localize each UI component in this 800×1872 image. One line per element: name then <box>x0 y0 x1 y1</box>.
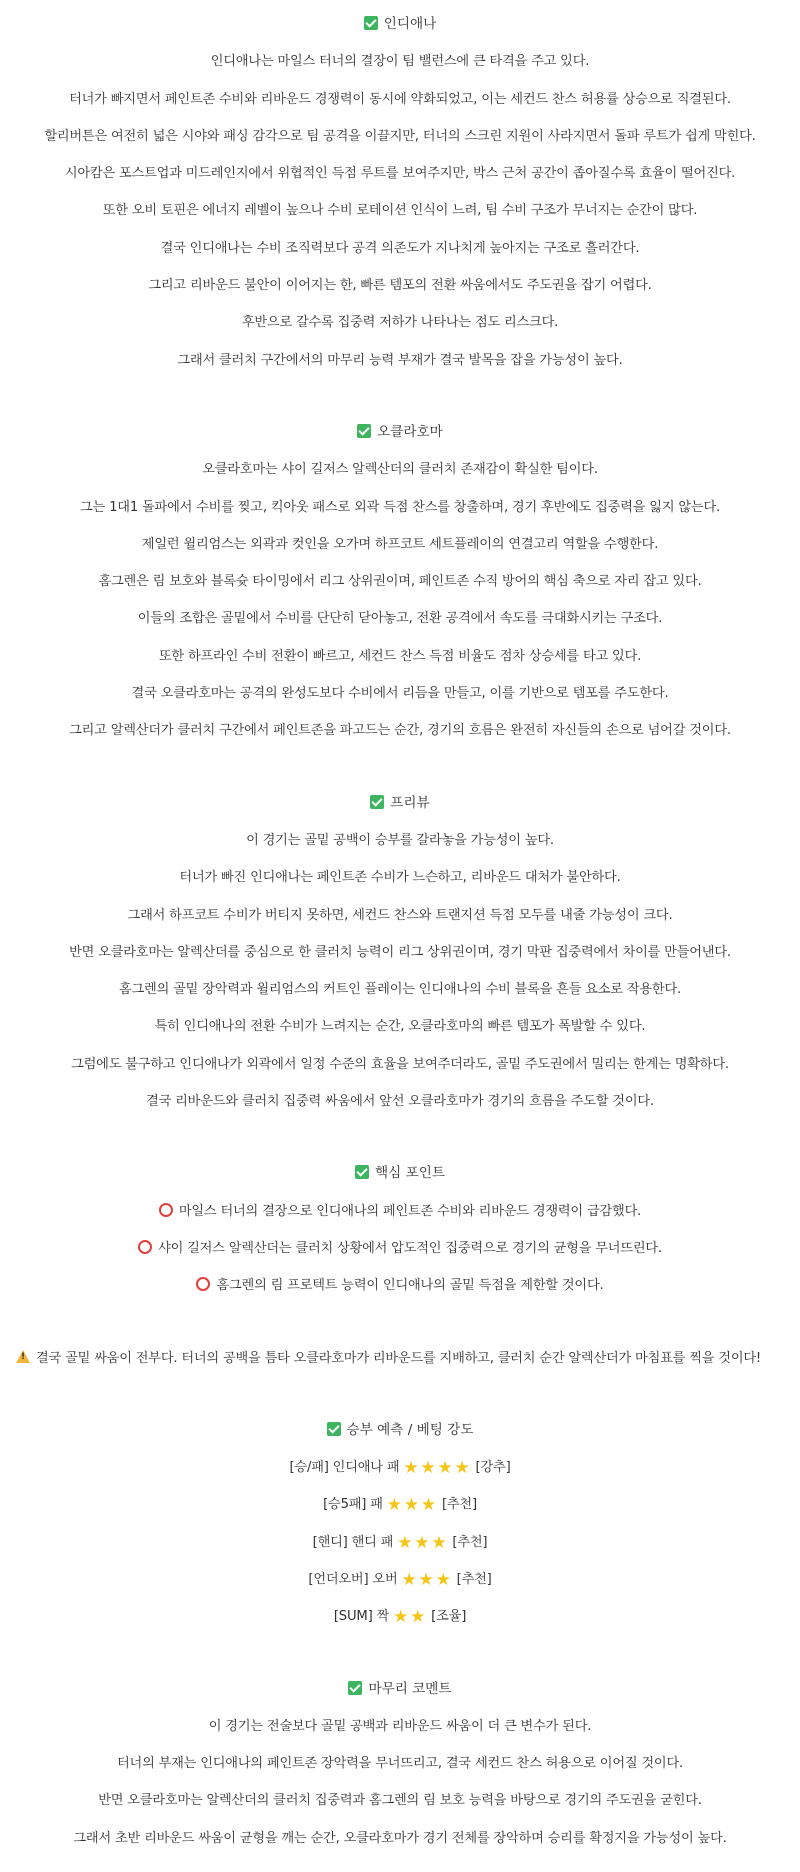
check-mark-icon <box>348 1681 362 1695</box>
section-title: 오클라호마 <box>377 423 443 440</box>
star-icon: ★ <box>403 1458 419 1479</box>
section-indiana <box>0 6 800 379</box>
section-title: 승부 예측 / 베팅 강도 <box>346 1421 474 1438</box>
paragraph-line: 그래서 초반 리바운드 싸움이 균형을 깨는 순간, 오클라호마가 경기 전체를 장악하며 승리를 확정지을 가능성이 높다. <box>73 1830 727 1846</box>
star-icon: ★ <box>414 1532 430 1553</box>
section-title: 마무리 코멘트 <box>368 1680 452 1697</box>
key-point-text: 홈그렌의 림 프로텍트 능력이 인디애나의 골밑 득점을 제한할 것이다. <box>216 1278 604 1294</box>
bet-label: [승/패] 인디애나 패 <box>289 1460 400 1476</box>
star-icon: ★ <box>397 1532 413 1553</box>
paragraph-line: 그리고 리바운드 불안이 이어지는 한, 빠른 템포의 전환 싸움에서도 주도권을 잡기 어렵다. <box>148 278 652 294</box>
section-heading <box>0 1412 800 1449</box>
bet-tag: [추천] <box>452 1534 488 1550</box>
paragraph-line: 결국 인디애나는 수비 조직력보다 공격 의존도가 지나치게 높아지는 구조로 흘러간다. <box>160 240 640 256</box>
star-rating <box>403 1458 471 1479</box>
section-heading <box>0 785 800 822</box>
section-betting <box>0 1412 800 1636</box>
key-point-item <box>0 1230 800 1267</box>
paragraph-line: 결국 리바운드와 클러치 집중력 싸움에서 앞선 오클라호마가 경기의 흐름을 주도할 것이다. <box>146 1094 654 1110</box>
star-icon: ★ <box>437 1458 453 1479</box>
bet-label: [승5패] 패 <box>323 1497 383 1513</box>
section-heading <box>0 414 800 451</box>
star-icon: ★ <box>410 1607 426 1628</box>
star-icon: ★ <box>386 1495 402 1516</box>
section-title: 프리뷰 <box>390 794 430 811</box>
paragraph-line: 특히 인디애나의 전환 수비가 느려지는 순간, 오클라호마의 빠른 템포가 폭발할 수 있다. <box>154 1019 646 1035</box>
paragraph-line: 그래서 하프코트 수비가 버티지 못하면, 세컨드 찬스와 트랜지션 득점 모두를 내줄 가능성이 크다. <box>127 907 673 923</box>
star-icon: ★ <box>454 1458 470 1479</box>
bet-row <box>0 1524 800 1561</box>
bet-tag: [조율] <box>431 1609 467 1625</box>
bet-row <box>0 1486 800 1523</box>
key-point-item <box>0 1267 800 1304</box>
paragraph-line: 터너의 부재는 인디애나의 페인트존 장악력을 무너뜨리고, 결국 세컨드 찬스 허용으로 이어질 것이다. <box>117 1756 683 1772</box>
bet-row <box>0 1561 800 1598</box>
paragraph-line: 그럼에도 불구하고 인디애나가 외곽에서 일정 수준의 효율을 보여주더라도, 골밑 주도권에서 밀리는 한계는 명확하다. <box>71 1056 729 1072</box>
section-warning <box>0 1340 800 1377</box>
star-icon: ★ <box>393 1607 409 1628</box>
section-title: 인디애나 <box>383 16 437 32</box>
warning-text: 결국 골밑 싸움이 전부다. 터너의 공백을 틈타 오클라호마가 리바운드를 지배하고, 클러치 순간 알렉산더가 마침표를 찍을 것이다! <box>36 1350 761 1366</box>
section-closing <box>0 1671 800 1857</box>
check-mark-icon <box>355 1165 369 1179</box>
check-mark-icon <box>370 795 384 809</box>
paragraph-line: 그는 1대1 돌파에서 수비를 찢고, 킥아웃 패스로 외곽 득점 찬스를 창출하며, 경기 후반에도 집중력을 잃지 않는다. <box>80 499 720 515</box>
bet-tag: [추천] <box>456 1571 492 1587</box>
star-rating <box>393 1607 427 1628</box>
red-circle-icon <box>159 1203 173 1217</box>
section-heading <box>0 6 800 43</box>
warning-icon <box>16 1350 30 1363</box>
star-rating <box>386 1495 438 1516</box>
bet-row <box>0 1449 800 1486</box>
star-icon: ★ <box>435 1569 451 1590</box>
section-heading <box>0 1155 800 1192</box>
paragraph-line: 반면 오클라호마는 알렉산더의 클러치 집중력과 홈그렌의 림 보호 능력을 바탕으로 경기의 주도권을 굳힌다. <box>98 1793 702 1809</box>
section-preview <box>0 785 800 1121</box>
paragraph-line: 그래서 클러치 구간에서의 마무리 능력 부재가 결국 발목을 잡을 가능성이 높다. <box>177 352 623 368</box>
star-icon: ★ <box>418 1569 434 1590</box>
star-icon: ★ <box>420 1495 436 1516</box>
paragraph-line: 시아캄은 포스트업과 미드레인지에서 위협적인 득점 루트를 보여주지만, 박스 근처 공간이 좁아질수록 효율이 떨어진다. <box>64 166 736 182</box>
paragraph-line: 할리버튼은 여전히 넓은 시야와 패싱 감각으로 팀 공격을 이끌지만, 터너의 스크린 지원이 사라지면서 돌파 루트가 쉽게 막힌다. <box>44 128 756 144</box>
paragraph-line: 터너가 빠지면서 페인트존 수비와 리바운드 경쟁력이 동시에 약화되었고, 이는 세컨드 찬스 허용률 상승으로 직결된다. <box>69 91 731 107</box>
paragraph-line: 그리고 알렉산더가 클러치 구간에서 페인트존을 파고드는 순간, 경기의 흐름은 완전히 자신들의 손으로 넘어갈 것이다. <box>69 723 731 739</box>
betting-list <box>0 1449 800 1635</box>
bet-label: [핸디] 핸디 패 <box>312 1534 394 1550</box>
warning-callout <box>0 1340 800 1377</box>
paragraph-line: 반면 오클라호마는 알렉산더를 중심으로 한 클러치 능력이 리그 상위권이며, 경기 막판 집중력에서 차이를 만들어낸다. <box>69 944 731 960</box>
star-rating <box>401 1569 453 1590</box>
check-mark-icon <box>357 424 371 438</box>
check-mark-icon <box>364 16 378 30</box>
paragraph-line: 터너가 빠진 인디애나는 페인트존 수비가 느슨하고, 리바운드 대처가 불안하다. <box>179 870 621 886</box>
section-key-points <box>0 1155 800 1304</box>
bet-row <box>0 1598 800 1635</box>
star-rating <box>397 1532 448 1553</box>
bet-tag: [추천] <box>441 1497 477 1513</box>
paragraph-line: 제일런 윌리엄스는 외곽과 컷인을 오가며 하프코트 세트플레이의 연결고리 역할을 수행한다. <box>141 536 659 552</box>
paragraph-line: 또한 하프라인 수비 전환이 빠르고, 세컨드 찬스 득점 비율도 점차 상승세를 타고 있다. <box>158 648 642 664</box>
check-mark-icon <box>327 1422 341 1436</box>
paragraph-line: 결국 오클라호마는 공격의 완성도보다 수비에서 리듬을 만들고, 이를 기반으로 템포를 주도한다. <box>131 686 669 702</box>
section-title: 핵심 포인트 <box>375 1165 445 1182</box>
star-icon: ★ <box>401 1569 417 1590</box>
paragraph-line: 이 경기는 골밑 공백이 승부를 갈라놓을 가능성이 높다. <box>246 832 554 848</box>
red-circle-icon <box>138 1240 152 1254</box>
key-point-text: 샤이 길저스 알렉산더는 클러치 상황에서 압도적인 집중력으로 경기의 균형을 무너뜨린다. <box>158 1240 662 1256</box>
star-icon: ★ <box>420 1458 436 1479</box>
paragraph-line: 오클라호마는 샤이 길저스 알렉산더의 클러치 존재감이 확실한 팀이다. <box>202 462 598 478</box>
paragraph-line: 인디애나는 마일스 터너의 결장이 팀 밸런스에 큰 타격을 주고 있다. <box>210 54 590 70</box>
paragraph-line: 이들의 조합은 골밑에서 수비를 단단히 닫아놓고, 전환 공격에서 속도를 극대화시키는 구조다. <box>137 611 663 627</box>
paragraph-line: 홈그렌은 림 보호와 블록슛 타이밍에서 리그 상위권이며, 페인트존 수직 방어의 핵심 축으로 자리 잡고 있다. <box>98 574 702 590</box>
bet-label: [언더오버] 오버 <box>308 1571 398 1587</box>
key-point-text: 마일스 터너의 결장으로 인디애나의 페인트존 수비와 리바운드 경쟁력이 급감했다. <box>178 1203 642 1219</box>
star-icon: ★ <box>403 1495 419 1516</box>
paragraph-line: 홈그렌의 골밑 장악력과 윌리엄스의 커트인 플레이는 인디애나의 수비 블록을 흔들 요소로 작용한다. <box>118 982 681 998</box>
red-circle-icon <box>196 1277 210 1291</box>
section-oklahoma <box>0 414 800 750</box>
paragraph-line: 후반으로 갈수록 집중력 저하가 나타나는 점도 리스크다. <box>241 315 559 331</box>
paragraph-line: 이 경기는 전술보다 골밑 공백과 리바운드 싸움이 더 큰 변수가 된다. <box>208 1718 592 1734</box>
section-heading <box>0 1671 800 1708</box>
bet-label: [SUM] 짝 <box>333 1609 390 1625</box>
bet-tag: [강추] <box>475 1460 511 1476</box>
paragraph-line: 또한 오비 토핀은 에너지 레벨이 높으나 수비 로테이션 인식이 느려, 팀 수비 구조가 무너지는 순간이 많다. <box>102 203 698 219</box>
key-point-item <box>0 1193 800 1230</box>
star-icon: ★ <box>431 1532 447 1553</box>
